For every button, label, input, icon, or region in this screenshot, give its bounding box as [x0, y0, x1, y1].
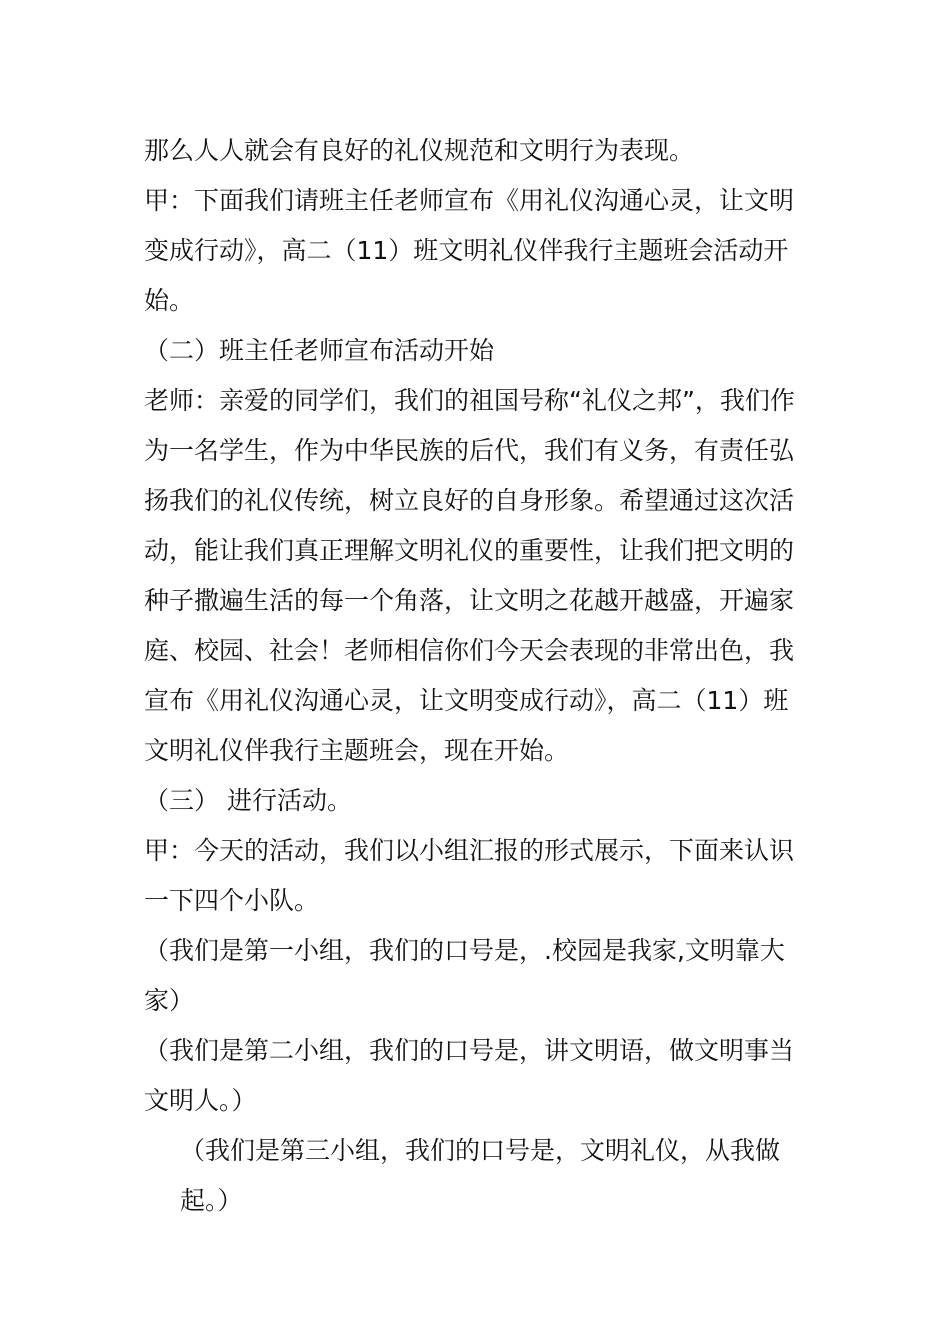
document-body: [144, 126, 810, 1226]
paragraph-intro-end: 那么人人就会有良好的礼仪规范和文明行为表现。: [144, 136, 695, 165]
section-heading-two: （二）班主任老师宣布活动开始: [144, 336, 495, 365]
paragraph-teacher-speech: 老师：亲爱的同学们，我们的祖国号称“礼仪之邦”，我们作为一名学生，作为中华民族的后代，我们有义务，有责任弘扬我们的礼仪传统，树立良好的自身形象。希望通过这次活动，能让我们真正理解文明礼仪的重要性，让我们把文明的种子撒遍生活的每一个角落，让文明之花越开越盛，开遍家庭、校园、社会！老师相信你们今天会表现的非常出色，我宣布《用礼仪沟通心灵，让文明变成行动》，高二（11）班文明礼仪伴我行主题班会，现在开始。: [144, 386, 795, 765]
paragraph-host-announcement: 甲：下面我们请班主任老师宣布《用礼仪沟通心灵，让文明变成行动》，高二（11）班文明礼仪伴我行主题班会活动开始。: [144, 186, 795, 315]
section-heading-three: （三） 进行活动。: [144, 786, 352, 815]
paragraph-group-two-slogan: （我们是第二小组，我们的口号是，讲文明语，做文明事当文明人。）: [144, 1036, 795, 1115]
paragraph-group-one-slogan: （我们是第一小组，我们的口号是，.校园是我家,文明靠大家）: [144, 936, 785, 1015]
paragraph-host-groups-intro: 甲：今天的活动，我们以小组汇报的形式展示，下面来认识一下四个小队。: [144, 836, 795, 915]
paragraph-group-three-slogan: （我们是第三小组，我们的口号是，文明礼仪，从我做起。）: [180, 1136, 781, 1215]
